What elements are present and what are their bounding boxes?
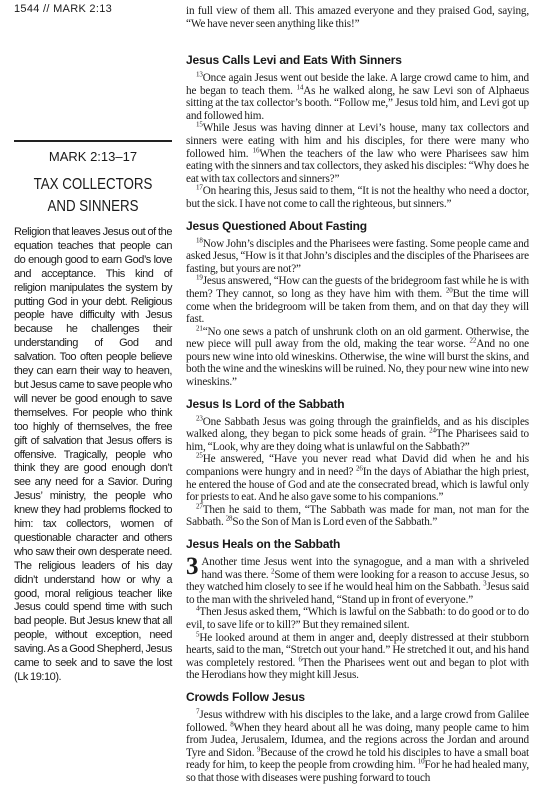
verse-number: 28 [225, 514, 233, 523]
verse-paragraph [186, 504, 529, 529]
verse-paragraph [186, 323, 529, 389]
verse-number: 19 [196, 273, 203, 282]
sidebar-reference: MARK 2:13–17 [48, 149, 138, 164]
verse-number: 8 [230, 719, 234, 728]
verse-text: On hearing this, Jesus said to them, “It is not the healthy who need a doctor, but the sick. I have not come to call the righteous, but sinners.” [186, 185, 529, 210]
verse-text: He looked around at them in anger and, deeply distressed at their stubborn hearts, said to the man, “Stretch out your hand.” He stretched it out, and his hand was completely restored. [186, 631, 529, 669]
verse-number: 17 [196, 183, 203, 192]
verse-text: One Sabbath Jesus was going through the grainfields, and as his disciples walked along, they began to pick some heads of grain. [186, 415, 529, 441]
verse-text: For he had healed many, so that those with diseases were pushing forward to touch [186, 759, 529, 784]
scripture-column [186, 45, 529, 785]
verse-number: 4 [196, 604, 200, 613]
verse-number: 3 [483, 579, 487, 588]
verse-paragraph [186, 553, 529, 606]
verse-paragraph [186, 606, 529, 631]
verse-text: Jesus withdrew with his disciples to the lake, and a large crowd from Galilee followed. [186, 708, 529, 734]
verse-text: Once again Jesus went out beside the lake. A large crowd came to him, and he began to teach them. [186, 72, 529, 97]
verse-text: In the days of Abiathar the high priest, he entered the house of God and ate the consecrated bread, which is lawful only for priests to eat. And he also gave some to his companions.” [186, 466, 529, 504]
verse-paragraph [186, 122, 529, 185]
verse-number: 23 [196, 413, 203, 422]
sidebar-title: TAX COLLECTORS AND SINNERS [33, 176, 153, 215]
verse-text: Then Jesus asked them, “Which is lawful on the Sabbath: to do good or to do evil, to save life or to kill?” But they remained silent. [186, 606, 529, 631]
verse-paragraph [186, 629, 529, 682]
verse-paragraph [186, 709, 529, 785]
verse-number: 26 [355, 464, 363, 473]
verse-number: 20 [445, 286, 453, 295]
verse-paragraph [186, 72, 529, 122]
verse-text: Another time Jesus went into the synagogue, and a man with a shriveled hand was there. [201, 556, 529, 581]
verse-text: Because of the crowd he told his disciples to have a small boat ready for him, to keep the people from crowding him. [186, 746, 529, 772]
verse-number: 24 [429, 426, 436, 435]
verse-text: Some of them were looking for a reason to accuse Jesus, so they watched him closely to see if he would heal him on the Sabbath. [186, 568, 529, 594]
verse-number: 15 [196, 120, 203, 129]
section-heading: Jesus Calls Levi and Eats With Sinners [186, 53, 402, 67]
verse-number: 6 [298, 655, 302, 664]
verse-number: 25 [196, 451, 203, 460]
verse-number: 9 [256, 744, 261, 753]
verse-paragraph [186, 275, 529, 325]
verse-number: 7 [196, 707, 200, 716]
section-heading: Jesus Is Lord of the Sabbath [186, 396, 345, 411]
verse-number: 13 [196, 70, 203, 79]
verse-paragraph [186, 185, 529, 210]
section-heading: Crowds Follow Jesus [186, 689, 305, 704]
verse-text: While Jesus was having dinner at Levi’s house, many tax collectors and sinners were eating with him and his disciples, for there were many who followed him. [186, 122, 529, 160]
verse-text: When they heard about all he was doing, many people came to him from Judea, Jerusalem, Idumea, and the regions across the Jordan and around Tyre and Sidon. [186, 721, 529, 759]
verse-number: 22 [469, 336, 477, 345]
verse-text: So the Son of Man is Lord even of the Sabbath.” [232, 516, 438, 529]
verse-number: 14 [296, 82, 304, 91]
sidebar-divider [14, 140, 172, 142]
section-heading: Jesus Heals on the Sabbath [186, 537, 341, 551]
verse-number: 2 [270, 566, 275, 575]
verse-paragraph [186, 413, 529, 454]
verse-text: Then he said to them, “The Sabbath was made for man, not man for the Sabbath. [186, 503, 529, 529]
sidebar-devotional [14, 140, 172, 685]
verse-text: As he walked along, he saw Levi son of Alphaeus sitting at the tax collector’s booth. “Follow me,” Jesus told him, and Levi got up and followed him. [186, 84, 529, 122]
chapter-number: 3 [186, 553, 199, 580]
verse-number: 10 [417, 757, 425, 766]
verse-text: “No one sews a patch of unshrunk cloth on an old garment. Otherwise, the new piece will pull away from the old, making the tear worse. [186, 325, 529, 351]
verse-paragraph [186, 235, 529, 276]
verse-text: Now John’s disciples and the Pharisees were fasting. Some people came and asked Jesus, “How is it that John’s disciples and the disciples of the Pharisees are fasting, but yours are not?” [186, 237, 529, 275]
verse-text: Jesus said to the man with the shriveled hand, “Stand up in front of everyone.” [186, 581, 529, 606]
section-heading: Jesus Questioned About Fasting [186, 218, 367, 233]
verse-number: 21 [196, 323, 203, 332]
verse-number: 27 [196, 502, 203, 511]
intro-text: in full view of them all. This amazed everyone and they praised God, saying, “We have never seen anything like this!” [186, 5, 529, 30]
verse-number: 18 [196, 235, 203, 244]
sidebar-body: Religion that leaves Jesus out of the equation teaches that people can do enough good to earn God’s love and acceptance. This kind of religion manipulates the system by putting God in your debt. Religious people have difficulty with Jesus because he challenges their understanding of God and salvation. Too often people believe they can earn their way to heaven, but Jesus came to save people who will never be good enough to save themselves. For people who think too highly of themselves, the free gift of salvation that Jesus offers is offensive. Tragically, people who think they are good enough don’t see any need for a Savior. During Jesus’ ministry, the people who knew they had problems flocked to him: tax collectors, women of questionable character and others who saw their own desperate need. The religious leaders of his day didn’t understand how or why a good, moral religious teacher like Jesus could spend time with such bad people. But Jesus knew that all people, without exception, need saving. As a Good Shepherd, Jesus came to seek and to save the lost (Lk 19:10). [14, 226, 172, 683]
verse-number: 16 [252, 145, 260, 154]
verse-text: The Pharisees said to him, “Look, why are they doing what is unlawful on the Sabbath?” [186, 428, 529, 453]
verse-text: When the teachers of the law who were Pharisees saw him eating with the sinners and tax collectors, they asked his disciples: “Why does he eat with tax collectors and sinners?” [186, 147, 529, 185]
verse-paragraph [186, 453, 529, 503]
page-header: 1544 // MARK 2:13 [14, 3, 113, 15]
verse-text: Then the Pharisees went out and began to plot with the Herodians how they might kill Jesus. [186, 656, 529, 682]
verse-text: He answered, “Have you never read what David did when he and his companions were hungry and in need? [186, 453, 529, 479]
verse-text: And no one pours new wine into old wineskins. Otherwise, the wine will burst the skins, and both the wine and the wineskins will be ruined. No, they pour new wine into new wineskins.” [186, 338, 529, 389]
verse-number: 5 [196, 629, 200, 638]
verse-text: Jesus answered, “How can the guests of the bridegroom fast while he is with them? They cannot, so long as they have him with them. [186, 275, 529, 300]
verse-text: But the time will come when the bridegroom will be taken from them, and on that day they will fast. [186, 287, 529, 326]
